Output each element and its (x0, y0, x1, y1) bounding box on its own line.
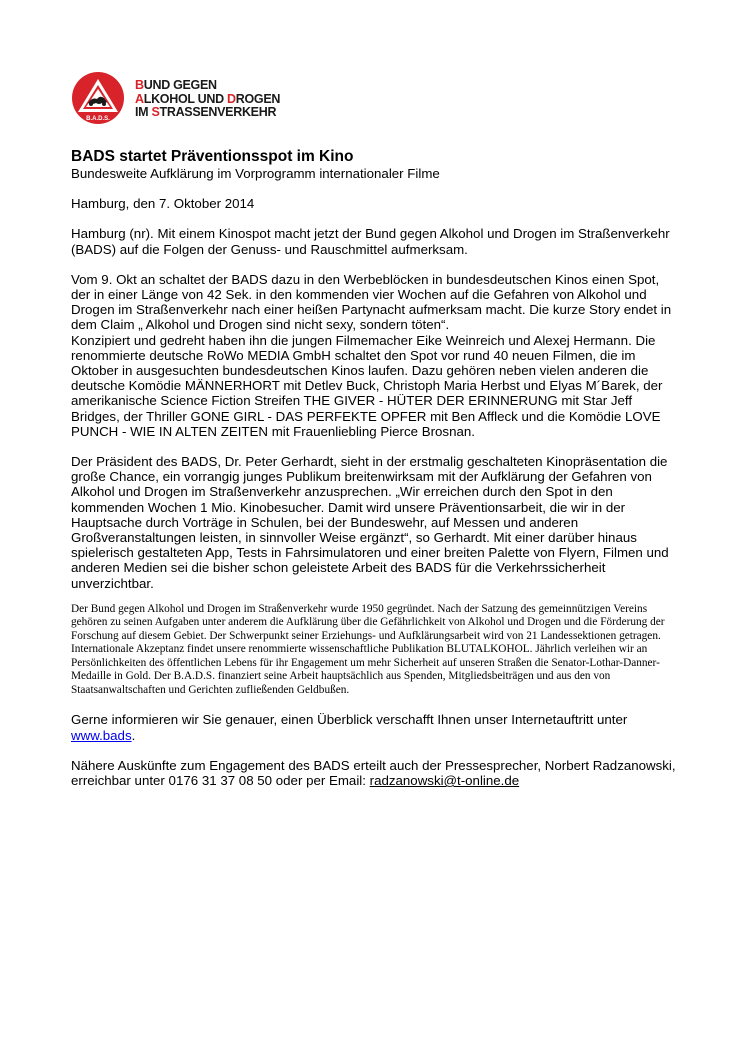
subheadline: Bundesweite Aufklärung im Vorprogramm internationaler Filme (71, 166, 440, 181)
paragraph-spot: Vom 9. Okt an schaltet der BADS dazu in den Werbeblöcken in bundesdeutschen Kinos einen Spot, der in einer Länge von 42 Sek. in den kommenden vier Wochen auf die Gefahren von Alkohol und Drogen im Straßenverkehr nach einer heißen Partynacht aufmerksam macht. Die kurze Story endet in dem Claim „ Alkohol und Drogen sind nicht sexy, sondern töten“. (71, 271, 672, 333)
logo-line-3: IM STRASSENVERKEHR (135, 105, 277, 119)
headline: BADS startet Präventionsspot im Kino (71, 148, 354, 165)
boilerplate-paragraph: Der Bund gegen Alkohol und Drogen im Straßenverkehr wurde 1950 gegründet. Nach der Satzung des gemeinnützigen Vereins gehören zu seinen Aufgaben unter anderem die Aufklärung über die Gefährlichkeit von Alkohol und Drogen und die Förderung der Forschung auf diesem Gebiet. Der Schwerpunkt seiner Erziehungs- und Aufklärungsarbeit wird von 21 Landessektionen getragen. Internationale Akzeptanz findet unsere renommierte wissenschaftliche Publikation BLUTALKOHOL. Jährlich verleihen wir an Persönlichkeiten des öffentlichen Lebens für ihr Engagement um mehr Sicherheit auf unseren Straßen die Senator-Lothar-Danner-Medaille in Gold. Der B.A.D.S. finanziert seine Arbeit hauptsächlich aus Spenden, Mitgliedsbeiträgen und aus den von Staatsanwaltschaften und Gerichten zufließenden Geldbußen. (71, 602, 665, 696)
paragraph-filmmakers: Konzipiert und gedreht haben ihn die jungen Filmemacher Eike Weinreich und Alexej Hermann. Die renommierte deutsche RoWo MEDIA GmbH schaltet den Spot vor rund 40 neuen Filmen, die im Oktober in ausgesuchten bundesdeutschen Kinos laufen. Dazu gehören neben vielen anderen die deutsche Komödie MÄNNERHORT mit Detlev Buck, Christoph Maria Herbst und Elyas M´Barek, der amerikanische Science Fiction Streifen THE GIVER - HÜTER DER ERINNERUNG mit Star Jeff Bridges, der Thriller GONE GIRL - DAS PERFEKTE OPFER mit Ben Affleck und die Komödie LOVE PUNCH - WIE IN ALTEN ZEITEN mit Frauenliebling Pierce Brosnan. (71, 332, 663, 439)
paragraph-president: Der Präsident des BADS, Dr. Peter Gerhardt, sieht in der erstmalig geschalteten Kinopräsentation die große Chance, ein vorrangig junges Publikum breitenwirksam mit der Aufklärung der Gefahren von Alkohol und Drogen im Straßenverkehr anzusprechen. „Wir erreichen durch den Spot in den kommenden Wochen 1 Mio. Kinobesucher. Damit wird unsere Präventionsarbeit, die wir in der Hauptsache durch Vorträge in Schulen, bei der Bundeswehr, auf Messen und anderen Großveranstaltungen leisten, in sinnvoller Weise ergänzt“, so Gerhardt. Mit einer darüber hinaus spielerisch gestalteten App, Tests in Fahrsimulatoren und einer breiten Palette von Flyern, Filmen und anderen Medien sei die bisher schon geleistete Arbeit des BADS für die Verkehrssicherheit unverzichtbar. (71, 454, 669, 591)
bads-emblem-icon (70, 70, 130, 126)
logo-wordmark (135, 79, 280, 120)
bads-logo (70, 70, 310, 126)
dateline: Hamburg, den 7. Oktober 2014 (71, 196, 255, 212)
logo-line-2: ALKOHOL UND DROGEN (135, 91, 281, 106)
intro-paragraph: Hamburg (nr). Mit einem Kinospot macht jetzt der Bund gegen Alkohol und Drogen im Straßenverkehr (BADS) auf die Folgen der Genuss- und Rauschmittel aufmerksam. (71, 226, 670, 257)
email-link[interactable]: radzanowski@t-online.de (369, 772, 520, 788)
contact-paragraph: Nähere Auskünfte zum Engagement des BADS erteilt auch der Pressesprecher, Norbert Radzanowski, erreichbar unter 0176 31 37 08 50 oder per Email: radzanowski@t-online.de (71, 757, 676, 788)
logo-line-1: BUND GEGEN (135, 78, 217, 92)
website-link[interactable]: www.bads (71, 727, 132, 743)
info-paragraph: Gerne informieren wir Sie genauer, einen Überblick verschafft Ihnen unser Internetauftritt unter www.bads. (71, 712, 628, 743)
document-body (71, 148, 681, 788)
badge-text: B.A.D.S. (86, 116, 110, 122)
